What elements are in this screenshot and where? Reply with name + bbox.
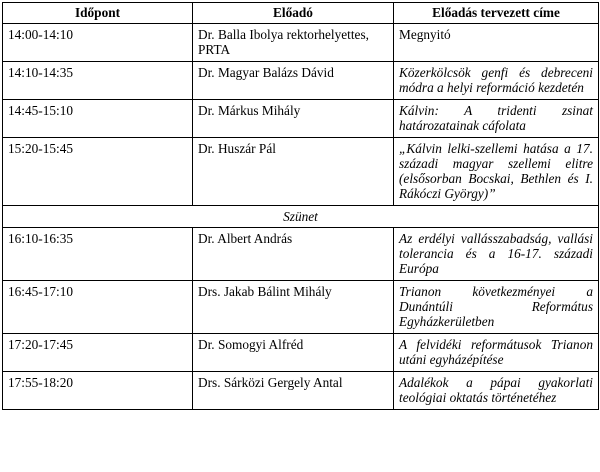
time-cell: 14:10-14:35 [3,62,193,100]
title-cell: „Kálvin lelki-szellemi hatása a 17. századi magyar szellemi elitre (elsősorban Bocskai, Bethlen és I. Rákóczi György)” [394,138,599,206]
table-row [3,100,599,138]
title-cell: Megnyitó [394,24,599,62]
header-speaker: Előadó [193,3,394,24]
table-row [3,24,599,62]
table-row [3,228,599,281]
program-table [2,2,599,410]
time-cell: 16:45-17:10 [3,281,193,334]
table-row [3,62,599,100]
speaker-cell: Dr. Somogyi Alfréd [193,334,394,372]
break-label: Szünet [3,206,599,228]
speaker-cell: Dr. Magyar Balázs Dávid [193,62,394,100]
speaker-cell: Drs. Jakab Bálint Mihály [193,281,394,334]
title-cell: Közerkölcsök genfi és debreceni módra a helyi reformáció kezdetén [394,62,599,100]
speaker-cell: Dr. Balla Ibolya rektorhelyettes, PRTA [193,24,394,62]
title-cell: Trianon következményei a Dunántúli Református Egyházkerületben [394,281,599,334]
time-cell: 14:45-15:10 [3,100,193,138]
time-cell: 15:20-15:45 [3,138,193,206]
time-cell: 17:20-17:45 [3,334,193,372]
header-row [3,3,599,24]
title-cell: Az erdélyi vallásszabadság, vallási tolerancia és a 16-17. századi Európa [394,228,599,281]
title-cell: A felvidéki reformátusok Trianon utáni egyházépítése [394,334,599,372]
speaker-cell: Drs. Sárközi Gergely Antal [193,372,394,410]
title-cell: Kálvin: A tridenti zsinat határozatainak cáfolata [394,100,599,138]
speaker-cell: Dr. Albert András [193,228,394,281]
time-cell: 16:10-16:35 [3,228,193,281]
table-row [3,334,599,372]
table-body [3,24,599,410]
speaker-cell: Dr. Márkus Mihály [193,100,394,138]
table-row [3,138,599,206]
time-cell: 17:55-18:20 [3,372,193,410]
table-row [3,372,599,410]
header-time: Időpont [3,3,193,24]
header-title: Előadás tervezett címe [394,3,599,24]
speaker-cell: Dr. Huszár Pál [193,138,394,206]
table-row [3,281,599,334]
title-cell: Adalékok a pápai gyakorlati teológiai oktatás történetéhez [394,372,599,410]
break-row [3,206,599,228]
time-cell: 14:00-14:10 [3,24,193,62]
